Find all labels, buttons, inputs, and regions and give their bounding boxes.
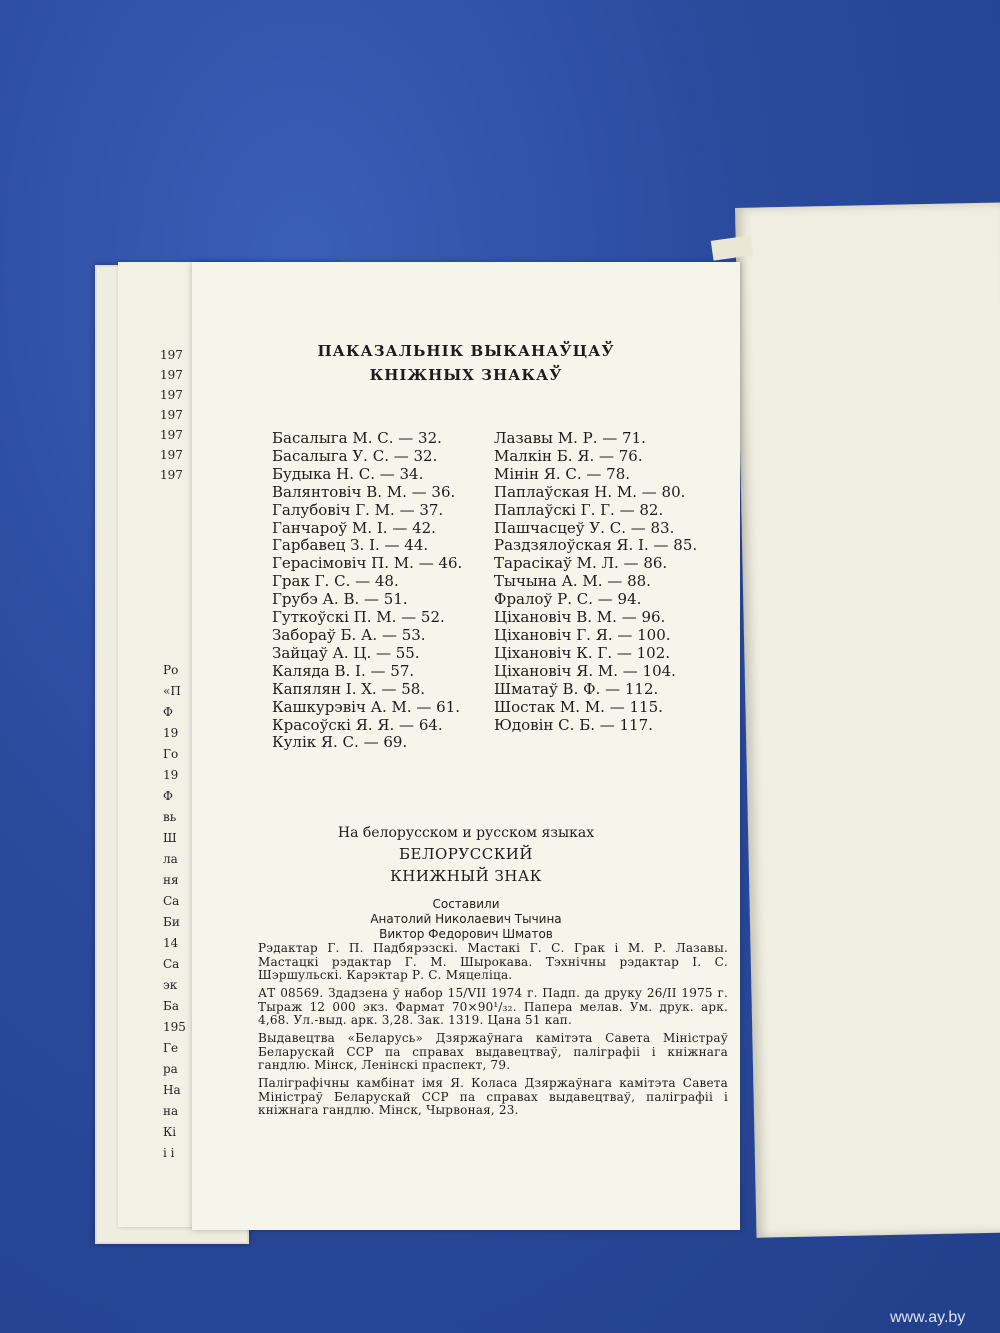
index-entry: Фралоў Р. С. — 94.: [494, 590, 642, 609]
previous-page-fragment: «П: [163, 684, 181, 698]
book-right-cover: [735, 202, 1000, 1237]
index-entry: Зайцаў А. Ц. — 55.: [272, 643, 420, 662]
previous-page-fragment: 19: [163, 726, 179, 740]
index-entry: Тарасікаў М. Л. — 86.: [494, 554, 668, 573]
previous-page-fragment: Са: [163, 957, 180, 971]
index-column-left: [272, 430, 462, 752]
index-entry: Кашкурэвіч А. М. — 61.: [272, 697, 461, 716]
index-entry: Гарбавец З. І. — 44.: [272, 536, 429, 555]
previous-page-fragment: 197: [160, 348, 183, 362]
previous-page-fragment: Би: [163, 915, 180, 929]
previous-page-fragment: вь: [163, 810, 177, 824]
compiler-name: Виктор Федорович Шматов: [379, 927, 553, 941]
print-details: АТ 08569. Здадзена ў набор 15/VII 1974 г. Падп. да друку 26/II 1975 г. Тыраж 12 000 экз. Фармат 70×90¹/₃₂. Папера мелав. Ум. друк. арк. 4,68. Ул.-выд. арк. 3,28. Зак. 1319. Цана 51 кап.: [258, 986, 728, 1027]
index-title-line2: КНІЖНЫХ ЗНАКАЎ: [369, 366, 563, 384]
compilers-block: [192, 897, 740, 942]
index-entry: Ціхановіч В. М. — 96.: [494, 608, 666, 627]
index-entry: Шостак М. М. — 115.: [494, 697, 663, 716]
previous-page-fragment: Ф: [163, 789, 173, 803]
index-entry: Галубовіч Г. М. — 37.: [272, 500, 444, 519]
index-entry: Валянтовіч В. М. — 36.: [272, 482, 456, 501]
index-entry: Шматаў В. Ф. — 112.: [494, 679, 659, 698]
index-entry: Грубэ А. В. — 51.: [272, 590, 408, 609]
previous-page-fragment: на: [163, 1104, 179, 1118]
previous-page-fragment: 197: [160, 428, 183, 442]
previous-page-fragment: Ро: [163, 663, 179, 677]
previous-page-fragment: 197: [160, 388, 183, 402]
index-entry: Малкін Б. Я. — 76.: [494, 446, 643, 465]
imprint-title-line1: БЕЛОРУССКИЙ: [399, 845, 533, 863]
index-entry: Красоўскі Я. Я. — 64.: [272, 715, 443, 734]
index-entry: Капялян І. Х. — 58.: [272, 679, 426, 698]
index-entry: Кулік Я. С. — 69.: [272, 733, 408, 752]
previous-page-fragment: 197: [160, 448, 183, 462]
index-entry: Герасімовіч П. М. — 46.: [272, 554, 463, 573]
previous-page-text-fragments: [163, 660, 193, 1164]
previous-page-fragment: Го: [163, 747, 179, 761]
previous-page-fragment: Ф: [163, 705, 173, 719]
index-entry: Мінін Я. С. — 78.: [494, 464, 631, 483]
index-entry: Пашчасцеў У. С. — 83.: [494, 518, 675, 537]
index-title-line1: ПАКАЗАЛЬНІК ВЫКАНАЎЦАЎ: [317, 342, 615, 360]
previous-page-fragment: Са: [163, 894, 180, 908]
index-entry: Ціхановіч К. Г. — 102.: [494, 643, 671, 662]
index-entry: Ганчароў М. І. — 42.: [272, 518, 436, 537]
index-entry: Ціхановіч Г. Я. — 100.: [494, 625, 671, 644]
previous-page-fragment: 19: [163, 768, 179, 782]
publisher-info: Выдавецтва «Беларусь» Дзяржаўнага камітэта Савета Міністраў Беларускай ССР па справах выдавецтваў, паліграфіі і кніжнага гандлю. Мінск, Ленінскі праспект, 79.: [258, 1031, 728, 1072]
index-entry: Будыка Н. С. — 34.: [272, 464, 424, 483]
index-entry: Юдовін С. Б. — 117.: [494, 715, 653, 734]
imprint-title-line2: КНИЖНЫЙ ЗНАК: [390, 867, 542, 885]
previous-page-fragment: 195: [163, 1020, 186, 1034]
book-page: [192, 262, 740, 1230]
compiler-name: Анатолий Николаевич Тычина: [370, 912, 562, 926]
previous-page-fragment: і і: [163, 1146, 175, 1160]
index-entry: Забораў Б. А. — 53.: [272, 625, 426, 644]
index-entry: Паплаўская Н. М. — 80.: [494, 482, 686, 501]
previous-page-year-fragments: [160, 345, 195, 485]
printer-info: Паліграфічны камбінат імя Я. Коласа Дзяржаўнага камітэта Савета Міністраў Беларускай ССР па справах выдавецтваў, паліграфіі і кніжнага гандлю. Мінск, Чырвоная, 23.: [258, 1076, 728, 1117]
index-entry: Тычына А. М. — 88.: [494, 572, 651, 591]
previous-page-fragment: Ге: [163, 1041, 179, 1055]
index-entry: Басалыга М. С. — 32.: [272, 429, 442, 447]
index-entry: Лазавы М. Р. — 71.: [494, 429, 646, 447]
index-column-right: [494, 430, 697, 734]
previous-page-fragment: эк: [163, 978, 178, 992]
previous-page-fragment: Ш: [163, 831, 177, 845]
previous-page-fragment: 197: [160, 468, 183, 482]
svg-text:www.ay.by: www.ay.by: [890, 1309, 966, 1326]
previous-page-fragment: 14: [163, 936, 179, 950]
previous-page-fragment: ра: [163, 1062, 178, 1076]
previous-page-fragment: 197: [160, 408, 183, 422]
watermark-logo: [888, 1304, 998, 1330]
previous-page-fragment: Ба: [163, 999, 179, 1013]
index-entry: Гуткоўскі П. М. — 52.: [272, 608, 445, 627]
index-entry: Ціхановіч Я. М. — 104.: [494, 661, 676, 680]
index-entry: Басалыга У. С. — 32.: [272, 446, 438, 465]
compilers-label: Составили: [432, 897, 500, 911]
previous-page-fragment: Кі: [163, 1125, 177, 1139]
imprint-language-note: На белорусском и русском языках: [337, 825, 595, 841]
previous-page-fragment: 197: [160, 368, 183, 382]
index-entry: Раздзялоўская Я. І. — 85.: [494, 536, 698, 555]
previous-page-fragment: ня: [163, 873, 179, 887]
index-entry: Грак Г. С. — 48.: [272, 572, 399, 591]
editors-credits: Рэдактар Г. П. Падбярэзскі. Мастакі Г. С. Грак і М. Р. Лазавы. Мастацкі рэдактар Г. М. Шырокава. Тэхнічны рэдактар І. С. Шэршульскі. Карэктар Р. С. Мяцеліца.: [258, 941, 728, 982]
previous-page-fragment: На: [163, 1083, 181, 1097]
index-entry: Паплаўскі Г. Г. — 82.: [494, 500, 664, 519]
previous-page-fragment: ла: [163, 852, 178, 866]
index-entry: Каляда В. І. — 57.: [272, 661, 415, 680]
